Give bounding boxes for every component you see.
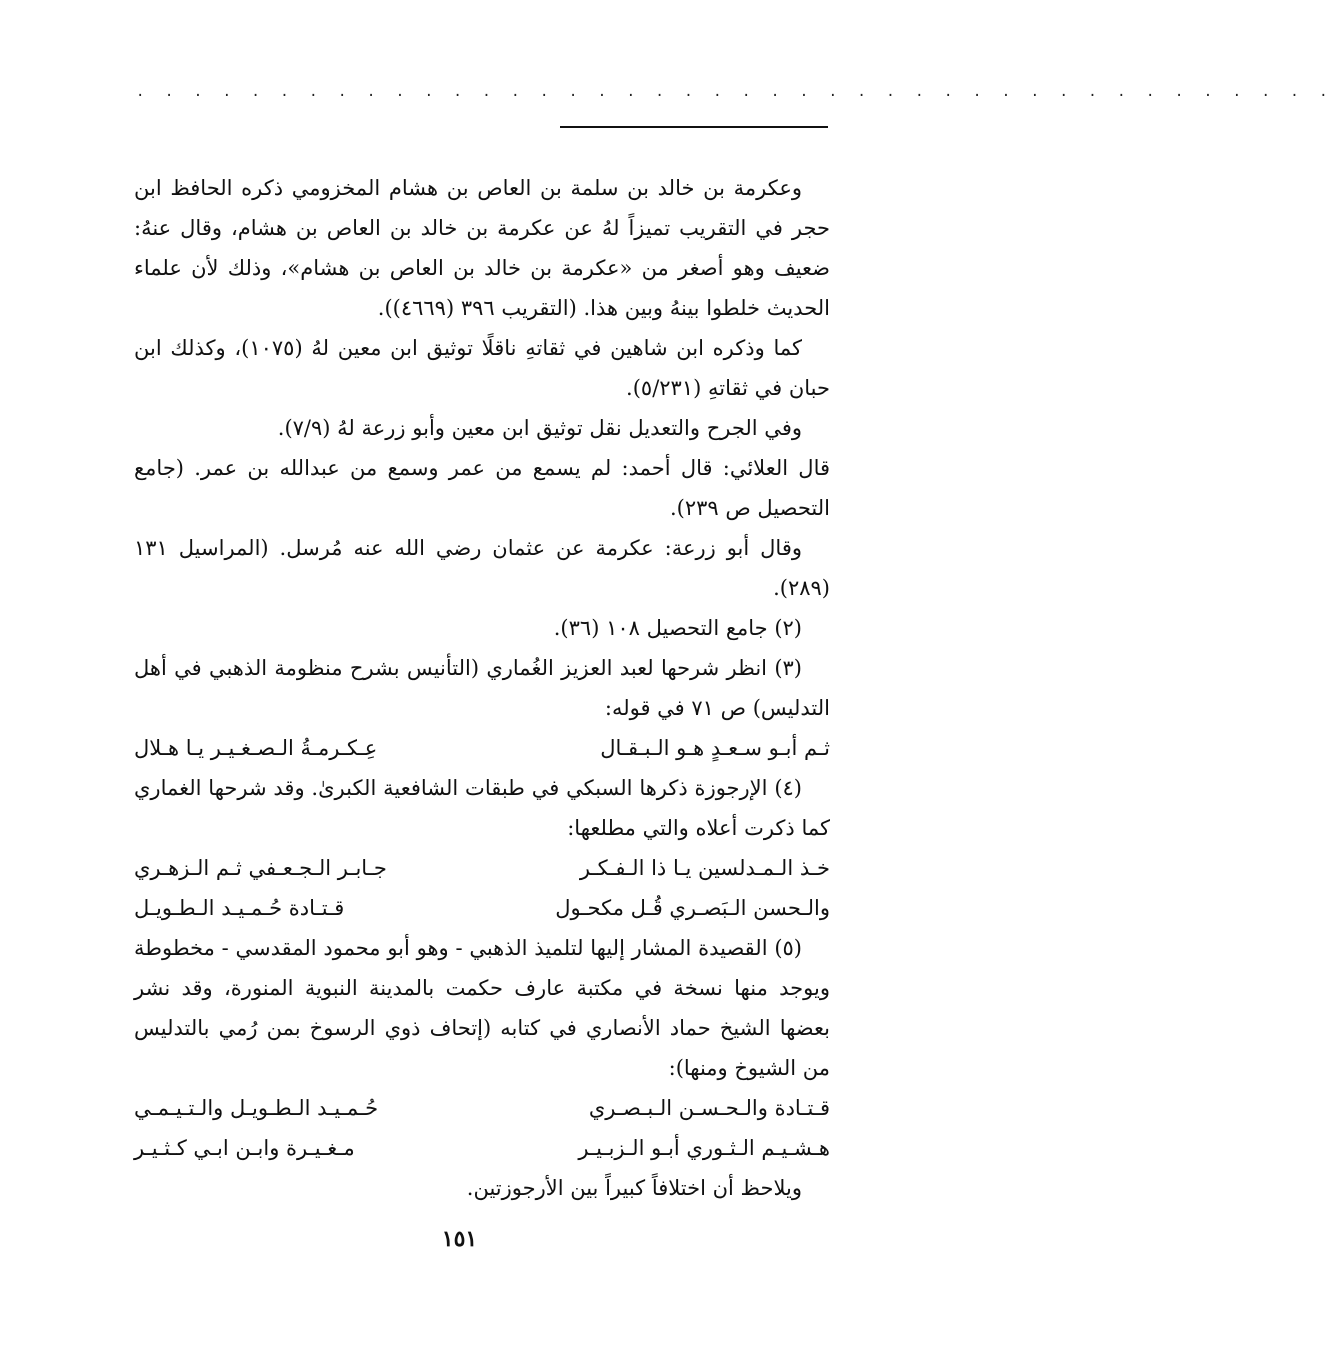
verse-5-second-hemistich: مـغـيـرة وابـن ابـي كـثـيـر bbox=[134, 1136, 355, 1160]
footnote-rule bbox=[560, 126, 828, 128]
paragraph-abu-zura: وقال أبو زرعة: عكرمة عن عثمان رضي الله عنه مُرسل. (المراسيل ١٣١ (٢٨٩). bbox=[134, 536, 830, 600]
verse-line-1 bbox=[134, 728, 830, 768]
footnote-2: (٢) جامع التحصيل ١٠٨ (٣٦). bbox=[553, 616, 802, 640]
verse-line-3 bbox=[134, 888, 830, 928]
footnote-4: (٤) الإرجوزة ذكرها السبكي في طبقات الشافعية الكبرىٰ. وقد شرحها الغماري كما ذكرت أعلاه والتي مطلعها: bbox=[134, 776, 830, 840]
paragraph-ikrima: وعكرمة بن خالد بن سلمة بن العاص بن هشام المخزومي ذكره الحافظ ابن حجر في التقريب تميزاً لهُ عن عكرمة بن خالد بن العاص بن هشام، وقال عنهُ: ضعيف وهو أصغر من «عكرمة بن خالد بن العاص بن هشام»، وذلك لأن علماء الحديث خلطوا بينهُ وبين هذا. (التقريب ٣٩٦ (٤٦٦٩)). bbox=[134, 176, 830, 320]
verse-2-first-hemistich: خـذ الـمـدلسين يـا ذا الـفـكـر bbox=[579, 856, 830, 880]
verse-4-first-hemistich: قـتـادة والـحـسـن الـبـصـري bbox=[588, 1096, 830, 1120]
footnote-3: (٣) انظر شرحها لعبد العزيز الغُماري (التأنيس بشرح منظومة الذهبي في أهل التدليس) ص ٧١ في قوله: bbox=[134, 656, 830, 720]
dotted-separator: . . . . . . . . . . . . . . . . . . . . . . . . . . . . . . . . . . . . . . . . . . bbox=[136, 84, 1334, 100]
verse-3-first-hemistich: والـحسن الـبَصـري قُـل مكحـول bbox=[555, 896, 830, 920]
paragraph-jarh: وفي الجرح والتعديل نقل توثيق ابن معين وأبو زرعة لهُ (٧/٩). bbox=[277, 416, 802, 440]
verse-line-5 bbox=[134, 1128, 830, 1168]
verse-4-second-hemistich: حُـمـيـد الـطـويـل والـتـيـمـي bbox=[134, 1096, 379, 1120]
footnote-5: (٥) القصيدة المشار إليها لتلميذ الذهبي - وهو أبو محمود المقدسي - مخطوطة ويوجد منها نسخة في مكتبة عارف حكمت بالمدينة النبوية المنورة، وقد نشر بعضها الشيخ حماد الأنصاري في كتابه (إتحاف ذوي الرسوخ بمن رُمي بالتدليس من الشيوخ ومنها): bbox=[134, 936, 830, 1080]
verse-line-2 bbox=[134, 848, 830, 888]
verse-3-second-hemistich: قـتـادة حُـمـيـد الـطـويـل bbox=[134, 896, 345, 920]
verse-line-4 bbox=[134, 1088, 830, 1128]
closing-note: ويلاحظ أن اختلافاً كبيراً بين الأرجوزتين. bbox=[466, 1176, 802, 1200]
verse-1-second-hemistich: عِـكـرمـةُ الـصـغـيـر يـا هـلال bbox=[134, 736, 378, 760]
paragraph-ibn-shahin: كما وذكره ابن شاهين في ثقاتهِ ناقلًا توثيق ابن معين لهُ (١٠٧٥)، وكذلك ابن حبان في ثقاتهِ (٥/٢٣١). bbox=[134, 336, 830, 400]
paragraph-alai: قال العلائي: قال أحمد: لم يسمع من عمر وسمع من عبدالله بن عمر. (جامع التحصيل ص ٢٣٩). bbox=[134, 456, 830, 520]
verse-2-second-hemistich: جـابـر الـجـعـفي ثـم الـزهـري bbox=[134, 856, 387, 880]
verse-5-first-hemistich: هـشـيـم الـثـوري أبـو الـزبـيـر bbox=[578, 1136, 830, 1160]
page-number: ١٥١ bbox=[441, 1226, 478, 1252]
footnote-text bbox=[134, 168, 830, 1208]
verse-1-first-hemistich: ثـم أبـو سـعـدٍ هـو الـبـقـال bbox=[600, 736, 830, 760]
